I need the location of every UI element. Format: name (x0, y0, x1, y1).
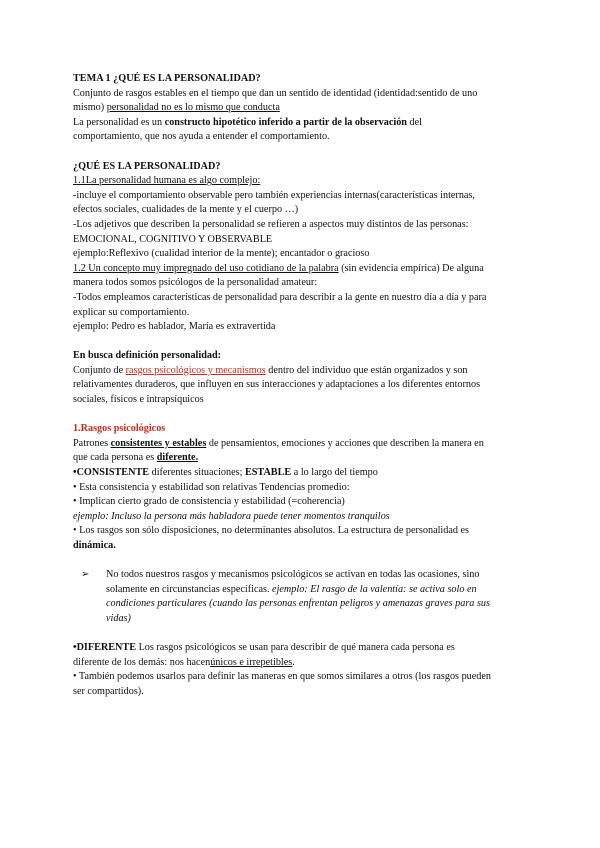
paragraph-line: sociales, físicos e intrapsíquicos (73, 394, 204, 406)
paragraph-text: que cada persona es (73, 452, 157, 464)
section-heading: En busca definición personalidad: (73, 350, 222, 362)
paragraph-text: dentro del individuo que están organizados y son (265, 364, 468, 376)
paragraph-line: • Los rasgos son sólo disposiciones, no determinantes absolutos. La estructura de personalidad es (73, 525, 469, 537)
underlined-text: únicos e irrepetibles (210, 656, 293, 668)
bullet-line: No todos nuestros rasgos y mecanismos psicológicos se activan en todas las ocasiones, sino (106, 569, 480, 581)
bullet-text: solamente en circunstancias específicas. (106, 583, 273, 595)
arrow-bullet-icon: ➢ (81, 569, 90, 581)
paragraph-line (73, 262, 528, 277)
paragraph-line: explicar su comportamiento. (73, 306, 190, 318)
intro-underlined: personalidad no es lo mismo que conducta (106, 102, 280, 114)
paragraph-line: ejemplo: Pedro es hablador, María es extravertida (73, 321, 276, 333)
paragraph-line (73, 437, 528, 452)
paragraph-text: Conjunto de (73, 364, 126, 376)
paragraph-line: -Todos empleamos características de personalidad para describir a la gente en nuestro día a día y para (73, 291, 487, 303)
highlight-red: rasgos psicológicos y mecanismos (125, 364, 266, 376)
intro-bold: constructo hipotético inferido a partir de la observación (164, 116, 407, 128)
arrow-bullet-item (73, 568, 528, 626)
paragraph-line: • Implican cierto grado de consistencia y estabilidad (=coherencia) (73, 496, 345, 508)
example-text: ejemplo: El rasgo de la valentía: se activa solo en (272, 583, 477, 595)
bold-term: ESTABLE (244, 467, 292, 479)
paragraph-line: -Los adjetivos que describen la personalidad se refieren a aspectos muy distintos de las personas: (73, 218, 469, 230)
bold-underlined: consistentes y estables (110, 437, 207, 449)
paragraph-text: diferente de los demás: nos hacen (73, 656, 211, 668)
paragraph-line: manera todos somos psicólogos de la personalidad amateur: (73, 277, 318, 289)
section-heading: 1.Rasgos psicológicos (73, 423, 166, 435)
example-line: condiciones particulares (cuando las personas enfrentan peligros y amenazas graves para sus (106, 598, 490, 610)
subheading: 1.1La personalidad humana es algo complejo: (73, 175, 261, 187)
document-page (73, 72, 528, 700)
intro-line (73, 116, 528, 131)
intro-line: Conjunto de rasgos estables en el tiempo que dan un sentido de identidad (identidad:sentido de uno (73, 87, 478, 99)
paragraph-line: relativamentes duraderos, que influyen en sus interacciones y adaptaciones a los diferentes entornos (73, 379, 481, 391)
paragraph-line (73, 466, 528, 481)
example-line: ejemplo: Incluso la persona más habladora puede tener momentos tranquilos (73, 510, 390, 522)
paragraph-text: diferentes situaciones; (149, 467, 245, 479)
intro-text: mismo) (73, 102, 107, 114)
document-title: TEMA 1 ¿QUÉ ES LA PERSONALIDAD? (73, 73, 261, 84)
paragraph-text: Patrones (73, 437, 111, 449)
bold-term: dinámica. (73, 540, 116, 551)
example-line: vidas) (106, 612, 131, 624)
paragraph-line (73, 641, 528, 656)
paragraph-line: EMOCIONAL, COGNITIVO Y OBSERVABLE (73, 233, 273, 245)
bold-term: •DIFERENTE (73, 642, 137, 654)
paragraph-text: . (292, 656, 295, 668)
paragraph-text: de pensamientos, emociones y acciones que describen la manera en (206, 437, 484, 449)
bold-underlined: diferente. (156, 452, 199, 464)
paragraph-line: ejemplo:Reflexivo (cualidad interior de la mente); encantador o gracioso (73, 248, 370, 260)
paragraph-text: a lo largo del tiempo (291, 467, 378, 479)
bold-term: •CONSISTENTE (73, 467, 150, 479)
paragraph-line (73, 656, 528, 671)
paragraph-line (73, 364, 528, 379)
subheading: 1.2 Un concepto muy impregnado del uso cotidiano de la palabra (73, 262, 339, 274)
paragraph-text: Los rasgos psicológicos se usan para describir de qué manera cada persona es (136, 642, 455, 654)
paragraph-text: (sin evidencia empírica) De alguna (338, 262, 484, 274)
section-heading: ¿QUÉ ES LA PERSONALIDAD? (73, 160, 221, 172)
paragraph-line: ser compartidos). (73, 685, 144, 697)
paragraph-line: -incluye el comportamiento observable pero también experiencias internas(características internas, (73, 189, 475, 201)
intro-line: comportamiento, que nos ayuda a entender el comportamiento. (73, 131, 330, 143)
paragraph-line (73, 451, 528, 466)
paragraph-line: efectos sociales, cualidades de la mente y el cuerpo …) (73, 204, 299, 216)
intro-line (73, 101, 528, 116)
intro-text: del (406, 116, 422, 128)
bullet-line (106, 583, 528, 598)
paragraph-line: • También podemos usarlos para definir las maneras en que somos similares a otros (los rasgos pueden (73, 671, 491, 683)
intro-text: La personalidad es un (73, 116, 165, 128)
paragraph-line: • Esta consistencia y estabilidad son relativas Tendencias promedio: (73, 481, 350, 493)
